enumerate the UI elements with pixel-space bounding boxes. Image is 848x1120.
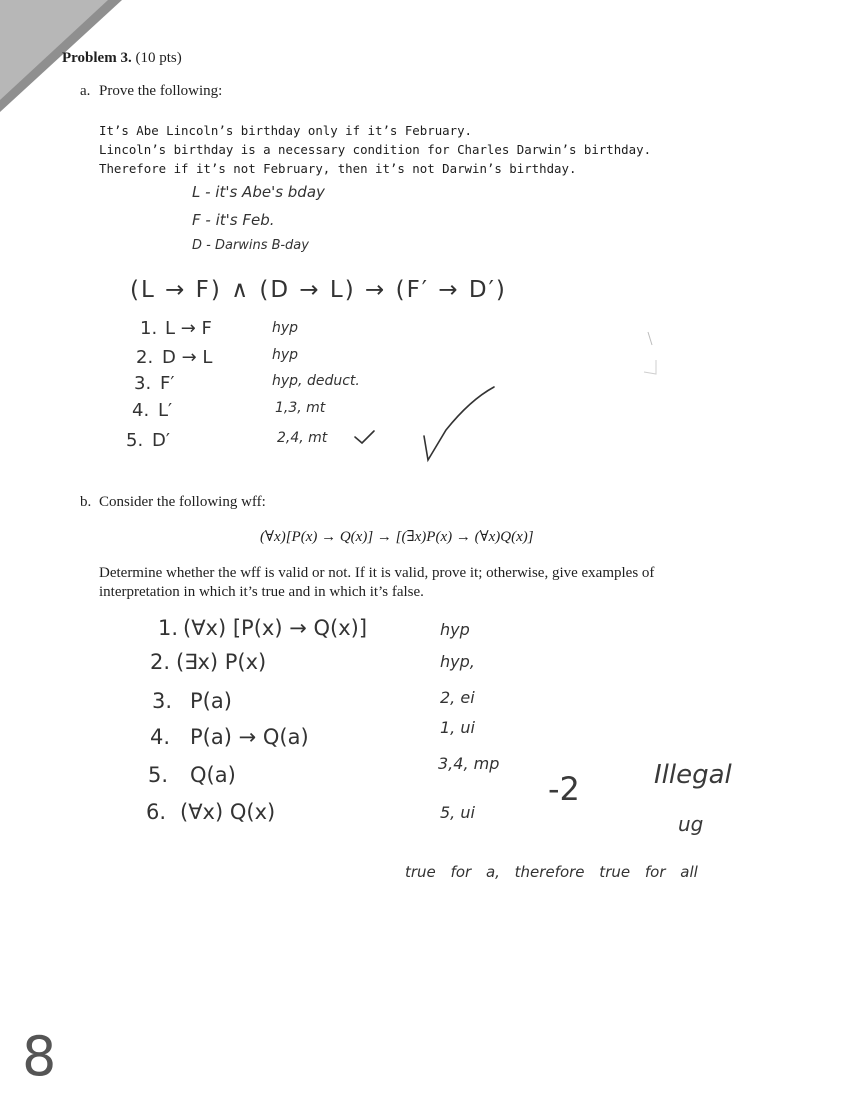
proof-b-step-3-reason: 2, ei (440, 688, 475, 707)
proof-b-step-4-num: 4. (150, 725, 171, 749)
conclusion: Therefore if it’s not February, then it’s not Darwin’s birthday. (99, 161, 577, 176)
proof-a-step-3-expr: F′ (160, 373, 175, 394)
part-b-question-line-2: interpretation in which it’s true and in which it’s false. (99, 584, 424, 600)
stray-mark-1 (648, 332, 652, 345)
problem-header (62, 50, 182, 67)
proof-b-step-2-num: 2. (150, 650, 171, 674)
proof-b-step-6-num: 6. (146, 800, 167, 824)
proof-a-step-4-num: 4. (132, 400, 150, 421)
proof-a-step-5-expr: D′ (152, 430, 170, 451)
proof-b-step-6-expr: (∀x) Q(x) (180, 800, 276, 824)
part-a-label: a. (80, 83, 91, 99)
stray-mark-2 (644, 360, 656, 374)
proof-b-step-1-reason: hyp (440, 620, 470, 639)
proof-b-step-5-reason: 3,4, mp (438, 754, 500, 773)
argument-formula: (L → F) ∧ (D → L) → (F′ → D′) (130, 277, 507, 303)
proof-b-step-5-num: 5. (148, 763, 169, 787)
proof-a-step-4-reason: 1,3, mt (275, 400, 326, 416)
deduction-mark: -2 (548, 770, 580, 808)
proof-b-step-1-expr: (∀x) [P(x) → Q(x)] (183, 616, 368, 640)
proof-a-step-5-num: 5. (126, 430, 144, 451)
problem-title: Problem 3. (62, 50, 132, 66)
definition-F: F - it's Feb. (192, 211, 275, 229)
proof-a-step-1-reason: hyp (272, 320, 299, 336)
grader-note-ug: ug (678, 812, 704, 836)
large-check-mark (424, 387, 494, 460)
small-check-mark (355, 431, 374, 443)
score: 8 (22, 1025, 57, 1088)
proof-b-step-1-num: 1. (158, 616, 179, 640)
student-note: true for a, therefore true for all (405, 863, 698, 881)
proof-b-step-3-expr: P(a) (190, 689, 232, 713)
definition-D: D - Darwins B-day (192, 238, 309, 253)
part-b-question-line-1: Determine whether the wff is valid or not. If it is valid, prove it; otherwise, give examples of (99, 565, 655, 581)
problem-points: (10 pts) (135, 50, 182, 66)
part-a-instruction: Prove the following: (99, 83, 223, 99)
proof-a-step-2-reason: hyp (272, 347, 299, 363)
proof-a-step-1-num: 1. (140, 318, 158, 339)
proof-a-step-1-expr: L → F (165, 318, 212, 339)
proof-b-step-4-expr: P(a) → Q(a) (190, 725, 309, 749)
proof-b-step-5-expr: Q(a) (190, 763, 236, 787)
premise-1: It’s Abe Lincoln’s birthday only if it’s February. (99, 123, 472, 138)
proof-a-step-2-expr: D → L (162, 347, 213, 368)
premise-2: Lincoln’s birthday is a necessary condition for Charles Darwin’s birthday. (99, 142, 652, 157)
proof-a-step-5-reason: 2,4, mt (277, 430, 328, 446)
proof-b-step-4-reason: 1, ui (440, 718, 475, 737)
proof-b-step-3-num: 3. (152, 689, 173, 713)
grader-note-illegal: Illegal (654, 760, 732, 790)
part-b-label: b. (80, 494, 92, 510)
proof-b-step-2-expr: (∃x) P(x) (176, 650, 267, 674)
proof-a-step-4-expr: L′ (158, 400, 173, 421)
proof-a-step-3-num: 3. (134, 373, 152, 394)
definition-L: L - it's Abe's bday (192, 183, 325, 201)
proof-b-step-6-reason: 5, ui (440, 803, 475, 822)
wff-formula: (∀x)[P(x) → Q(x)] → [(∃x)P(x) → (∀x)Q(x)] (260, 529, 534, 545)
proof-b-step-2-reason: hyp, (440, 652, 475, 671)
part-b-instruction: Consider the following wff: (99, 494, 266, 510)
proof-a-step-2-num: 2. (136, 347, 154, 368)
proof-a-step-3-reason: hyp, deduct. (272, 373, 360, 389)
